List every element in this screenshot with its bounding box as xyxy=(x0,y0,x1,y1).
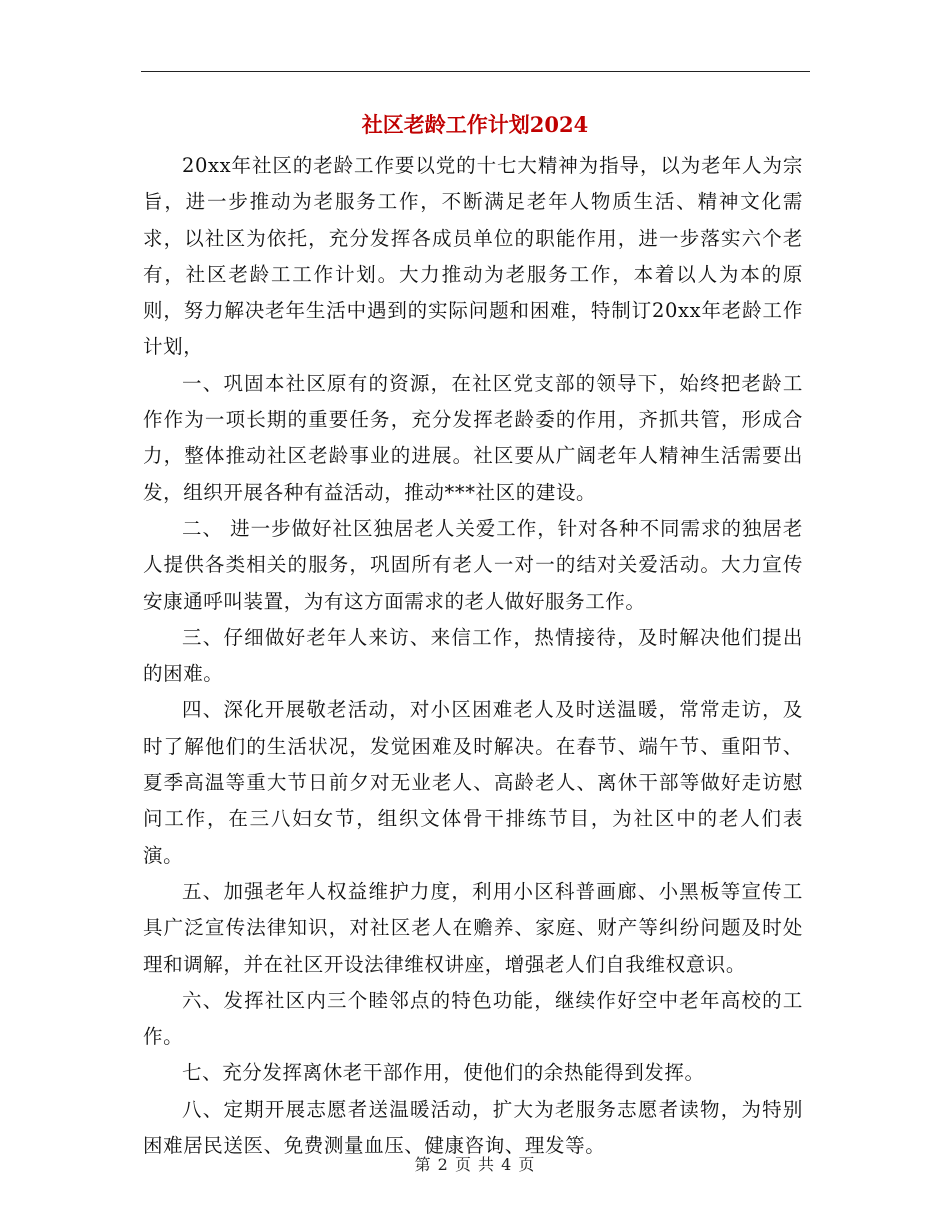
document-body xyxy=(143,148,803,1164)
intro-paragraph: 20xx年社区的老龄工作要以党的十七大精神为指导，以为老年人为宗旨，进一步推动为老服务工作，不断满足老年人物质生活、精神文化需求，以社区为依托，充分发挥各成员单位的职能作用，进一步落实六个老有，社区老龄工工作计划。大力推动为老服务工作，本着以人为本的原则，努力解决老年生活中遇到的实际问题和困难，特制订20xx年老龄工作计划， xyxy=(143,154,803,359)
paragraph-7: 七、充分发挥离休老干部作用，使他们的余热能得到发挥。 xyxy=(182,1061,705,1085)
paragraph-6: 六、发挥社区内三个睦邻点的特色功能，继续作好空中老年高校的工作。 xyxy=(143,988,803,1049)
paragraph-1: 一、巩固本社区原有的资源，在社区党支部的领导下，始终把老龄工作作为一项长期的重要任务，充分发挥老龄委的作用，齐抓共管，形成合力，整体推动社区老龄事业的进展。社区要从广阔老年人精神生活需要出发，组织开展各种有益活动，推动***社区的建设。 xyxy=(143,371,803,504)
paragraph-8: 八、定期开展志愿者送温暖活动，扩大为老服务志愿者读物，为特别困难居民送医、免费测量血压、健康咨询、理发等。 xyxy=(143,1097,803,1158)
document-title: 社区老龄工作计划2024 xyxy=(361,112,589,137)
paragraph-3: 三、仔细做好老年人来访、来信工作，热情接待，及时解决他们提出的困难。 xyxy=(143,625,803,686)
paragraph-5: 五、加强老年人权益维护力度，利用小区科普画廊、小黑板等宣传工具广泛宣传法律知识，对社区老人在赡养、家庭、财产等纠纷问题及时处理和调解，并在社区开设法律维权讲座，增强老人们自我维权意识。 xyxy=(143,879,803,976)
paragraph-4: 四、深化开展敬老活动，对小区困难老人及时送温暖，常常走访，及时了解他们的生活状况，发觉困难及时解决。在春节、端午节、重阳节、夏季高温等重大节日前夕对无业老人、高龄老人、离休干部等做好走访慰问工作，在三八妇女节，组织文体骨干排练节目，为社区中的老人们表演。 xyxy=(143,698,803,867)
header-rule xyxy=(141,71,810,72)
page-footer: 第 2 页 共 4 页 xyxy=(414,1155,536,1174)
paragraph-2: 二、 进一步做好社区独居老人关爱工作，针对各种不同需求的独居老人提供各类相关的服务，巩固所有老人一对一的结对关爱活动。大力宣传安康通呼叫装置，为有这方面需求的老人做好服务工作。 xyxy=(143,516,803,613)
